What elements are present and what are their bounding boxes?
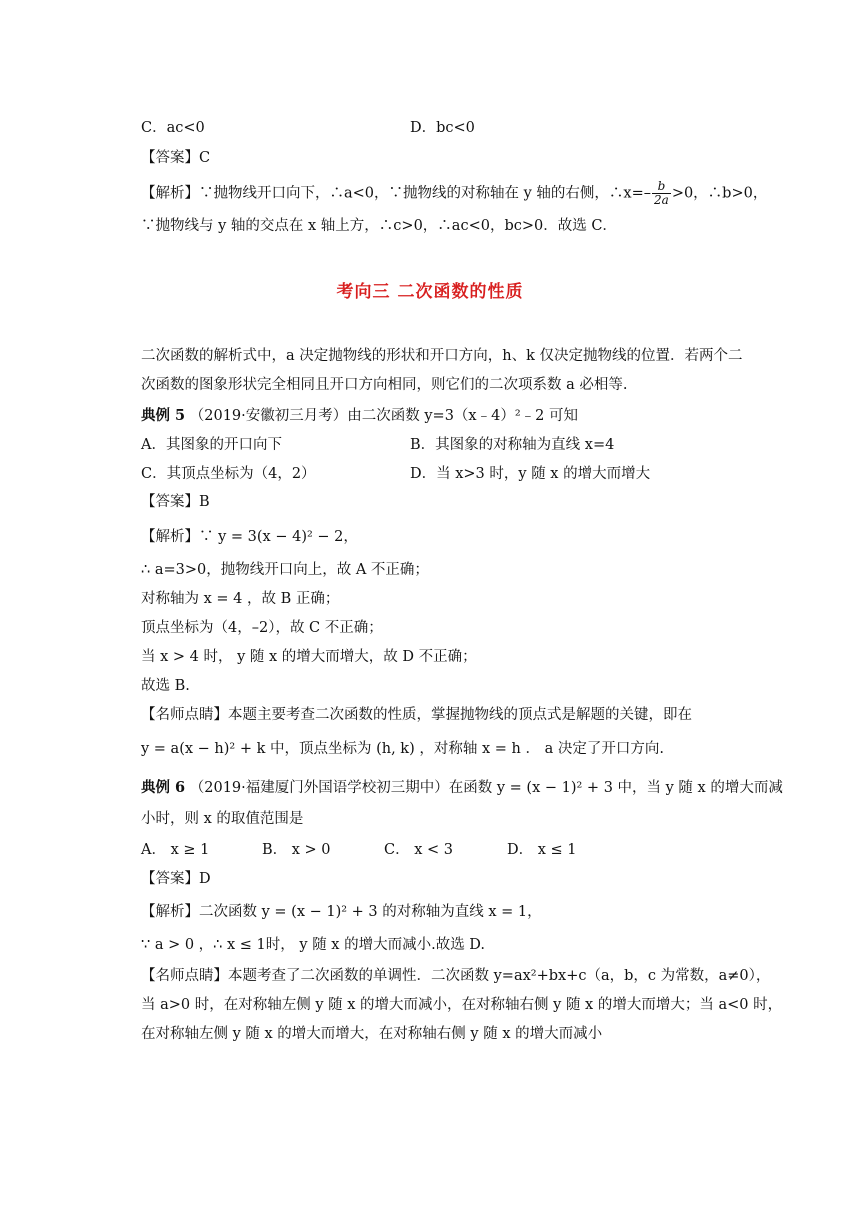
example-6-question-2: 小时，则 x 的取值范围是 <box>141 811 304 827</box>
example-5-solution-5: 当 x > 4 时， y 随 x 的增大而增大，故 D 不正确； <box>141 649 477 665</box>
explanation-line-2: ∵抛物线与 y 轴的交点在 x 轴上方，∴c>0，∴ac<0，bc>0．故选 C． <box>141 218 617 234</box>
explanation-text-b: >0，∴b>0， <box>671 185 768 202</box>
fraction <box>652 180 671 207</box>
example-6-option-c: C． x < 3 <box>384 842 453 858</box>
example-5-option-c: C．其顶点坐标为（4，2） <box>141 466 316 482</box>
example-6-solution-1: 【解析】二次函数 y = (x − 1)² + 3 的对称轴为直线 x = 1， <box>141 904 542 920</box>
example-6-solution-2: ∵ a > 0 ，∴ x ≤ 1时， y 随 x 的增大而减小.故选 D. <box>141 937 486 953</box>
section-title: 考向三 二次函数的性质 <box>336 282 524 302</box>
intro-line-2: 次函数的图象形状完全相同且开口方向相同，则它们的二次项系数 a 必相等. <box>141 377 628 393</box>
option-c: C．ac<0 <box>141 120 205 136</box>
example-5-label: 典例 5 <box>141 407 186 424</box>
example-5-solution-4: 顶点坐标为（4，–2），故 C 不正确； <box>141 620 383 636</box>
example-5-answer: 【答案】B <box>141 494 210 510</box>
example-6-option-b: B． x > 0 <box>262 842 331 858</box>
intro-line-1: 二次函数的解析式中，a 决定抛物线的形状和开口方向，h、k 仅决定抛物线的位置．若两个二 <box>141 348 743 364</box>
option-d: D．bc<0 <box>410 120 475 136</box>
example-5-option-b: B．其图象的对称轴为直线 x=4 <box>410 437 615 453</box>
example-5-note-1: 【名师点睛】本题主要考查二次函数的性质，掌握抛物线的顶点式是解题的关键，即在 <box>141 707 692 723</box>
example-6-question-text: （2019·福建厦门外国语学校初三期中）在函数 y = (x − 1)² + 3 中，当 y 随 x 的增大而减 <box>189 780 783 796</box>
example-6-option-d: D． x ≤ 1 <box>507 842 577 858</box>
example-5-option-a: A．其图象的开口向下 <box>141 437 282 453</box>
example-6-question-1 <box>141 778 783 798</box>
example-5-solution-2: ∴ a=3>0，抛物线开口向上，故 A 不正确； <box>141 562 429 578</box>
fraction-numerator: b <box>652 180 671 194</box>
example-5-solution-6: 故选 B. <box>141 678 190 694</box>
example-6-note-2: 当 a>0 时，在对称轴左侧 y 随 x 的增大而减小，在对称轴右侧 y 随 x 的增大而增大；当 a<0 时， <box>141 997 783 1013</box>
example-5-question-text: （2019·安徽初三月考）由二次函数 y=3（x﹣4）²﹣2 可知 <box>189 408 578 424</box>
example-6-note-1: 【名师点睛】本题考查了二次函数的单调性．二次函数 y=ax²+bx+c（a，b，c 为常数，a≠0）， <box>141 968 771 984</box>
example-5-note-2: y = a(x − h)² + k 中，顶点坐标为 (h, k) ，对称轴 x = h ． a 决定了开口方向. <box>141 741 664 757</box>
example-5-solution-3: 对称轴为 x = 4 ，故 B 正确； <box>141 591 340 607</box>
example-6-answer: 【答案】D <box>141 871 211 887</box>
example-5-solution-1: 【解析】∵ y = 3(x − 4)² − 2， <box>141 529 358 545</box>
example-5-question <box>141 406 578 426</box>
answer: 【答案】C <box>141 150 211 166</box>
example-5-option-d: D．当 x>3 时，y 随 x 的增大而增大 <box>410 466 651 482</box>
example-6-label: 典例 6 <box>141 779 186 796</box>
example-6-option-a: A． x ≥ 1 <box>141 842 210 858</box>
example-6-note-3: 在对称轴左侧 y 随 x 的增大而增大，在对称轴右侧 y 随 x 的增大而减小 <box>141 1026 603 1042</box>
explanation-text-a: 【解析】∵抛物线开口向下，∴a<0，∵抛物线的对称轴在 y 轴的右侧，∴x=– <box>141 185 652 202</box>
fraction-denominator: 2a <box>654 193 669 207</box>
explanation-line-1 <box>141 180 767 207</box>
